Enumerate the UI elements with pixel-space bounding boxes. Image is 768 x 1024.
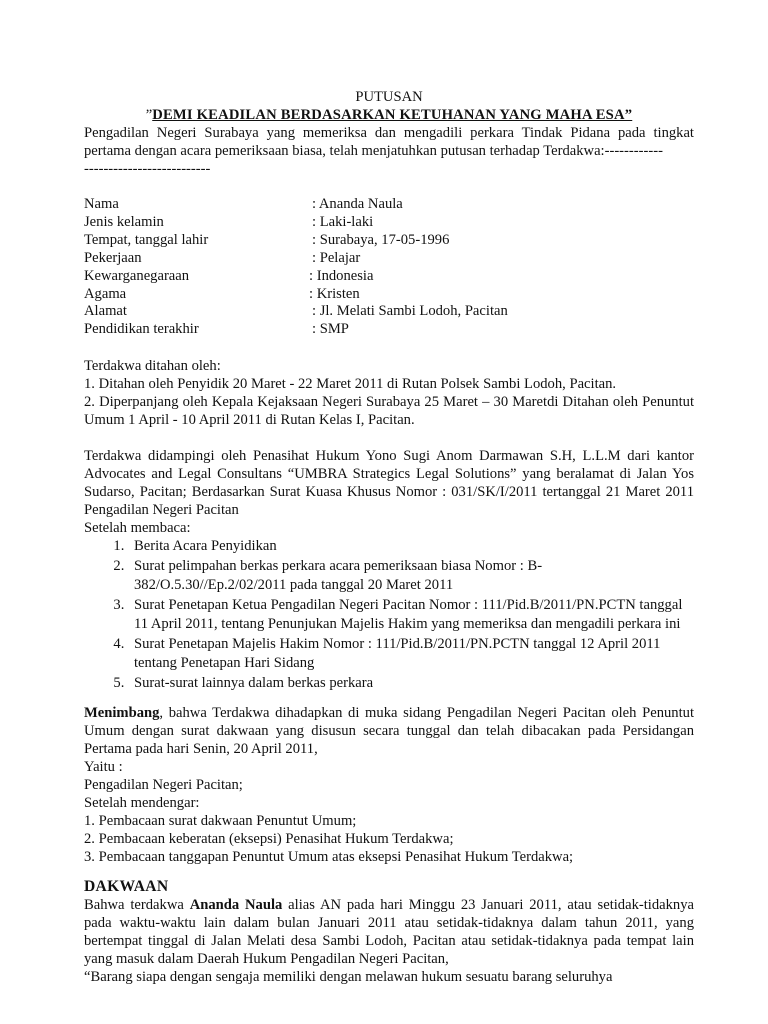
detention-line-1: 1. Ditahan oleh Penyidik 20 Maret - 22 Maret 2011 di Rutan Polsek Sambi Lodoh, Pacitan. <box>84 376 617 393</box>
after-reading-heading: Setelah membaca: <box>84 520 191 537</box>
list-item: 1. Berita Acara Penyidikan <box>128 537 694 556</box>
counsel-paragraph: Terdakwa didampingi oleh Penasihat Hukum Yono Sugi Anom Darmawan S.H, L.L.M dari kantor Advocates and Legal Consultans “UMBRA Strategics Legal Solutions” yang beralamat di Jalan Yos Sudarso, Pacitan; Berdasarkan Surat Kuasa Khusus Nomor : 031/SK/I/2011 tertanggal 21 Maret 2011 Pengadilan Negeri Pacitan <box>84 448 694 519</box>
hearing-item-3: 3. Pembacaan tanggapan Penuntut Umum atas eksepsi Penasihat Hukum Terdakwa; <box>84 849 574 866</box>
identity-value: : Surabaya, 17-05-1996 <box>312 231 450 248</box>
indictment-post: alias AN pada hari Minggu 23 Januari 2011, atau setidak-tidaknya pada waktu-waktu lain dalam bulan Januari 2011 atau setidak-tidaknya dalam tahun 2011, yang bertempat tinggal di Jalan Melati desa Sambi Lodoh, Pacitan atau setidak-tidaknya pada tempat lain yang masuk dalam Daerah Hukum Pengadilan Negeri Pacitan, <box>84 897 694 968</box>
identity-label: Nama <box>84 196 119 212</box>
identity-row <box>84 268 508 286</box>
identity-value: : Pelajar <box>312 249 361 266</box>
identity-value: : Indonesia <box>309 267 374 284</box>
identity-row <box>84 286 508 304</box>
identity-label: Alamat <box>84 303 127 320</box>
identity-label: Agama <box>84 285 127 302</box>
identity-value: : Kristen <box>309 285 360 302</box>
identity-row <box>84 232 508 250</box>
identity-row <box>84 321 508 339</box>
list-item: 5. Surat-surat lainnya dalam berkas perkara <box>128 674 694 693</box>
subtitle-quote-mark: ” <box>145 107 153 123</box>
list-item: 4. Surat Penetapan Majelis Hakim Nomor : 111/Pid.B/2011/PN.PCTN tanggal 12 April 2011 tentang Penetapan Hari Sidang <box>128 635 694 673</box>
identity-label: Kewarganegaraan <box>84 267 190 284</box>
identity-label: Pekerjaan <box>84 249 142 266</box>
detention-line-2: 2. Diperpanjang oleh Kepala Kejaksaan Negeri Surabaya 25 Maret – 30 Maretdi Ditahan oleh Penuntut Umum 1 April - 10 April 2011 di Rutan Kelas I, Pacitan. <box>84 394 694 429</box>
identity-row <box>84 214 508 232</box>
court-line: Pengadilan Negeri Pacitan; <box>84 777 243 794</box>
subtitle-text: DEMI KEADILAN BERDASARKAN KETUHANAN YANG MAHA ESA” <box>152 107 633 123</box>
defendant-name-bold: Ananda Naula <box>189 897 283 914</box>
identity-row <box>84 250 508 268</box>
intro-dashes: -------------------------- <box>84 161 211 177</box>
identity-label: Jenis kelamin <box>84 213 164 230</box>
hearing-item-1: 1. Pembacaan surat dakwaan Penuntut Umum; <box>84 813 357 830</box>
identity-value: : Ananda Naula <box>312 196 403 212</box>
document-subtitle <box>84 106 694 124</box>
list-item: 2. Surat pelimpahan berkas perkara acara pemeriksaan biasa Nomor : B-382/O.5.30//Ep.2/02/2011 pada tanggal 20 Maret 2011 <box>128 557 694 595</box>
document-page <box>84 88 694 986</box>
considering-paragraph <box>84 704 694 758</box>
considering-text: , bahwa Terdakwa dihadapkan di muka sidang Pengadilan Negeri Pacitan oleh Penuntut Umum dengan surat dakwaan yang disusun secara tunggal dan telah dibacakan pada Persidangan Pertama pada hari Senin, 20 April 2011, <box>84 705 694 758</box>
indictment-paragraph <box>84 896 694 968</box>
document-title: PUTUSAN <box>355 89 423 105</box>
after-hearing-heading: Setelah mendengar: <box>84 795 200 812</box>
identity-row <box>84 196 508 214</box>
considering-bold-word: Menimbang <box>84 705 160 722</box>
intro-paragraph: Pengadilan Negeri Surabaya yang memeriksa dan mengadili perkara Tindak Pidana pada tingkat pertama dengan acara pemeriksaan biasa, telah menjatuhkan putusan terhadap Terdakwa:------------ <box>84 125 694 159</box>
indictment-pre: Bahwa terdakwa <box>84 897 190 914</box>
yaitu-line: Yaitu : <box>84 759 123 776</box>
identity-row <box>84 303 508 321</box>
hearing-item-2: 2. Pembacaan keberatan (eksepsi) Penasihat Hukum Terdakwa; <box>84 831 454 848</box>
detention-heading: Terdakwa ditahan oleh: <box>84 358 221 375</box>
identity-label: Tempat, tanggal lahir <box>84 231 209 248</box>
identity-value: : SMP <box>312 321 349 338</box>
indictment-heading: DAKWAAN <box>84 878 169 896</box>
list-item: 3. Surat Penetapan Ketua Pengadilan Negeri Pacitan Nomor : 111/Pid.B/2011/PN.PCTN tanggal 11 April 2011, tentang Penunjukan Majelis Hakim yang memeriksa dan mengadili perkara ini <box>128 596 694 634</box>
documents-read-list <box>84 537 694 693</box>
identity-value: : Jl. Melati Sambi Lodoh, Pacitan <box>312 303 508 320</box>
identity-value: : Laki-laki <box>312 213 374 230</box>
identity-label: Pendidikan terakhir <box>84 321 199 338</box>
defendant-identity-table <box>84 196 508 339</box>
indictment-quote: “Barang siapa dengan sengaja memiliki dengan melawan hukum sesuatu barang seluruhya <box>84 969 613 986</box>
